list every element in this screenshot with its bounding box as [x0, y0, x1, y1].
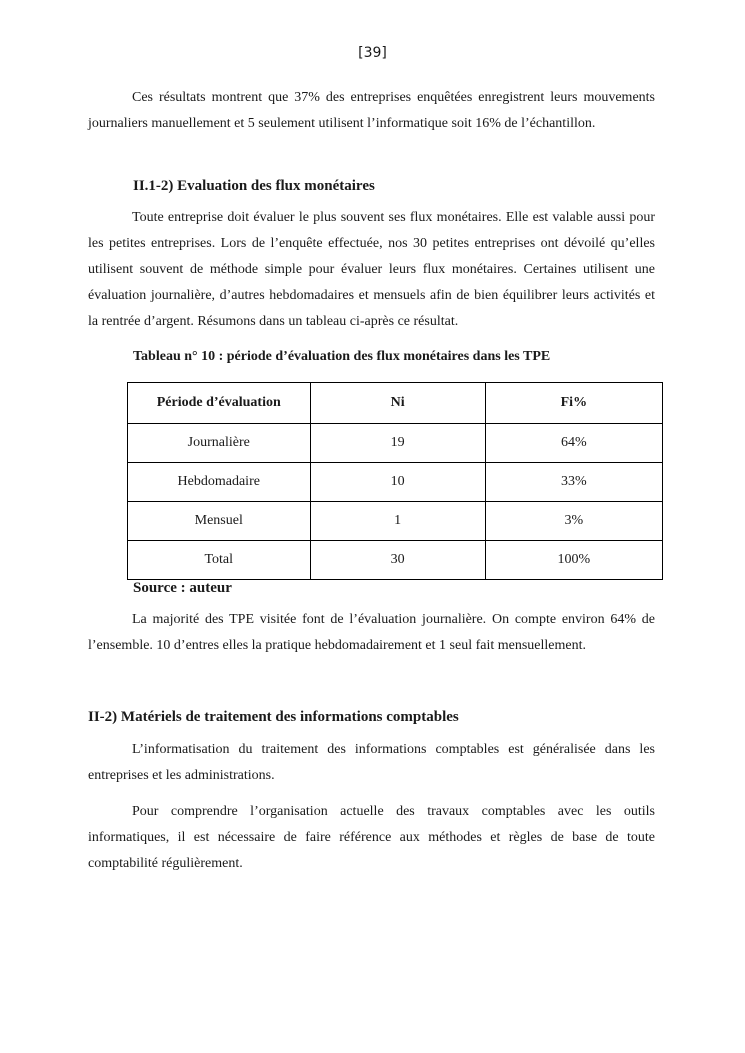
header-periode: Période d’évaluation — [128, 383, 311, 424]
cell-fi: 3% — [485, 502, 662, 541]
page-number: [39] — [358, 45, 387, 61]
paragraph-evaluation: Toute entreprise doit évaluer le plus souvent ses flux monétaires. Elle est valable aussi pour les petites entreprises. Lors de l’enquête effectuée, nos 30 petites entreprises ont dévoilé qu’elles utilisent souvent de méthode simple pour évaluer leurs flux monétaires. Certaines utilisent une évaluation journalière, d’autres hebdomadaires et mensuels afin de bien équilibrer leurs activités et la rentrée d’argent. Résumons dans un tableau ci-après ce résultat. — [88, 210, 655, 329]
cell-ni: 10 — [310, 463, 485, 502]
table-source: Source : auteur — [133, 580, 232, 596]
cell-ni: 19 — [310, 424, 485, 463]
table-row — [128, 424, 663, 463]
evaluation-table — [127, 382, 663, 580]
header-fi: Fi% — [485, 383, 662, 424]
cell-periode: Total — [128, 541, 311, 580]
table-row — [128, 463, 663, 502]
cell-periode: Journalière — [128, 424, 311, 463]
header-ni: Ni — [310, 383, 485, 424]
cell-periode: Hebdomadaire — [128, 463, 311, 502]
paragraph-organisation: Pour comprendre l’organisation actuelle des travaux comptables avec les outils informatiques, il est nécessaire de faire référence aux méthodes et règles de base de toute comptabilité régulièrement. — [88, 804, 655, 871]
cell-fi: 100% — [485, 541, 662, 580]
paragraph-majority: La majorité des TPE visitée font de l’évaluation journalière. On compte environ 64% de l’ensemble. 10 d’entres elles la pratique hebdomadairement et 1 seul fait mensuellement. — [88, 612, 655, 653]
cell-periode: Mensuel — [128, 502, 311, 541]
table-caption: Tableau n° 10 : période d’évaluation des flux monétaires dans les TPE — [133, 349, 551, 364]
cell-fi: 64% — [485, 424, 662, 463]
paragraph-informatisation: L’informatisation du traitement des informations comptables est généralisée dans les entreprises et les administrations. — [88, 742, 655, 783]
table-row — [128, 502, 663, 541]
cell-ni: 1 — [310, 502, 485, 541]
cell-fi: 33% — [485, 463, 662, 502]
table-row-total — [128, 541, 663, 580]
paragraph-results: Ces résultats montrent que 37% des entreprises enquêtées enregistrent leurs mouvements journaliers manuellement et 5 seulement utilisent l’informatique soit 16% de l’échantillon. — [88, 90, 655, 131]
section-heading-materiels: II-2) Matériels de traitement des informations comptables — [88, 709, 459, 725]
cell-ni: 30 — [310, 541, 485, 580]
table-header-row — [128, 383, 663, 424]
section-heading-flux: II.1-2) Evaluation des flux monétaires — [133, 178, 375, 194]
